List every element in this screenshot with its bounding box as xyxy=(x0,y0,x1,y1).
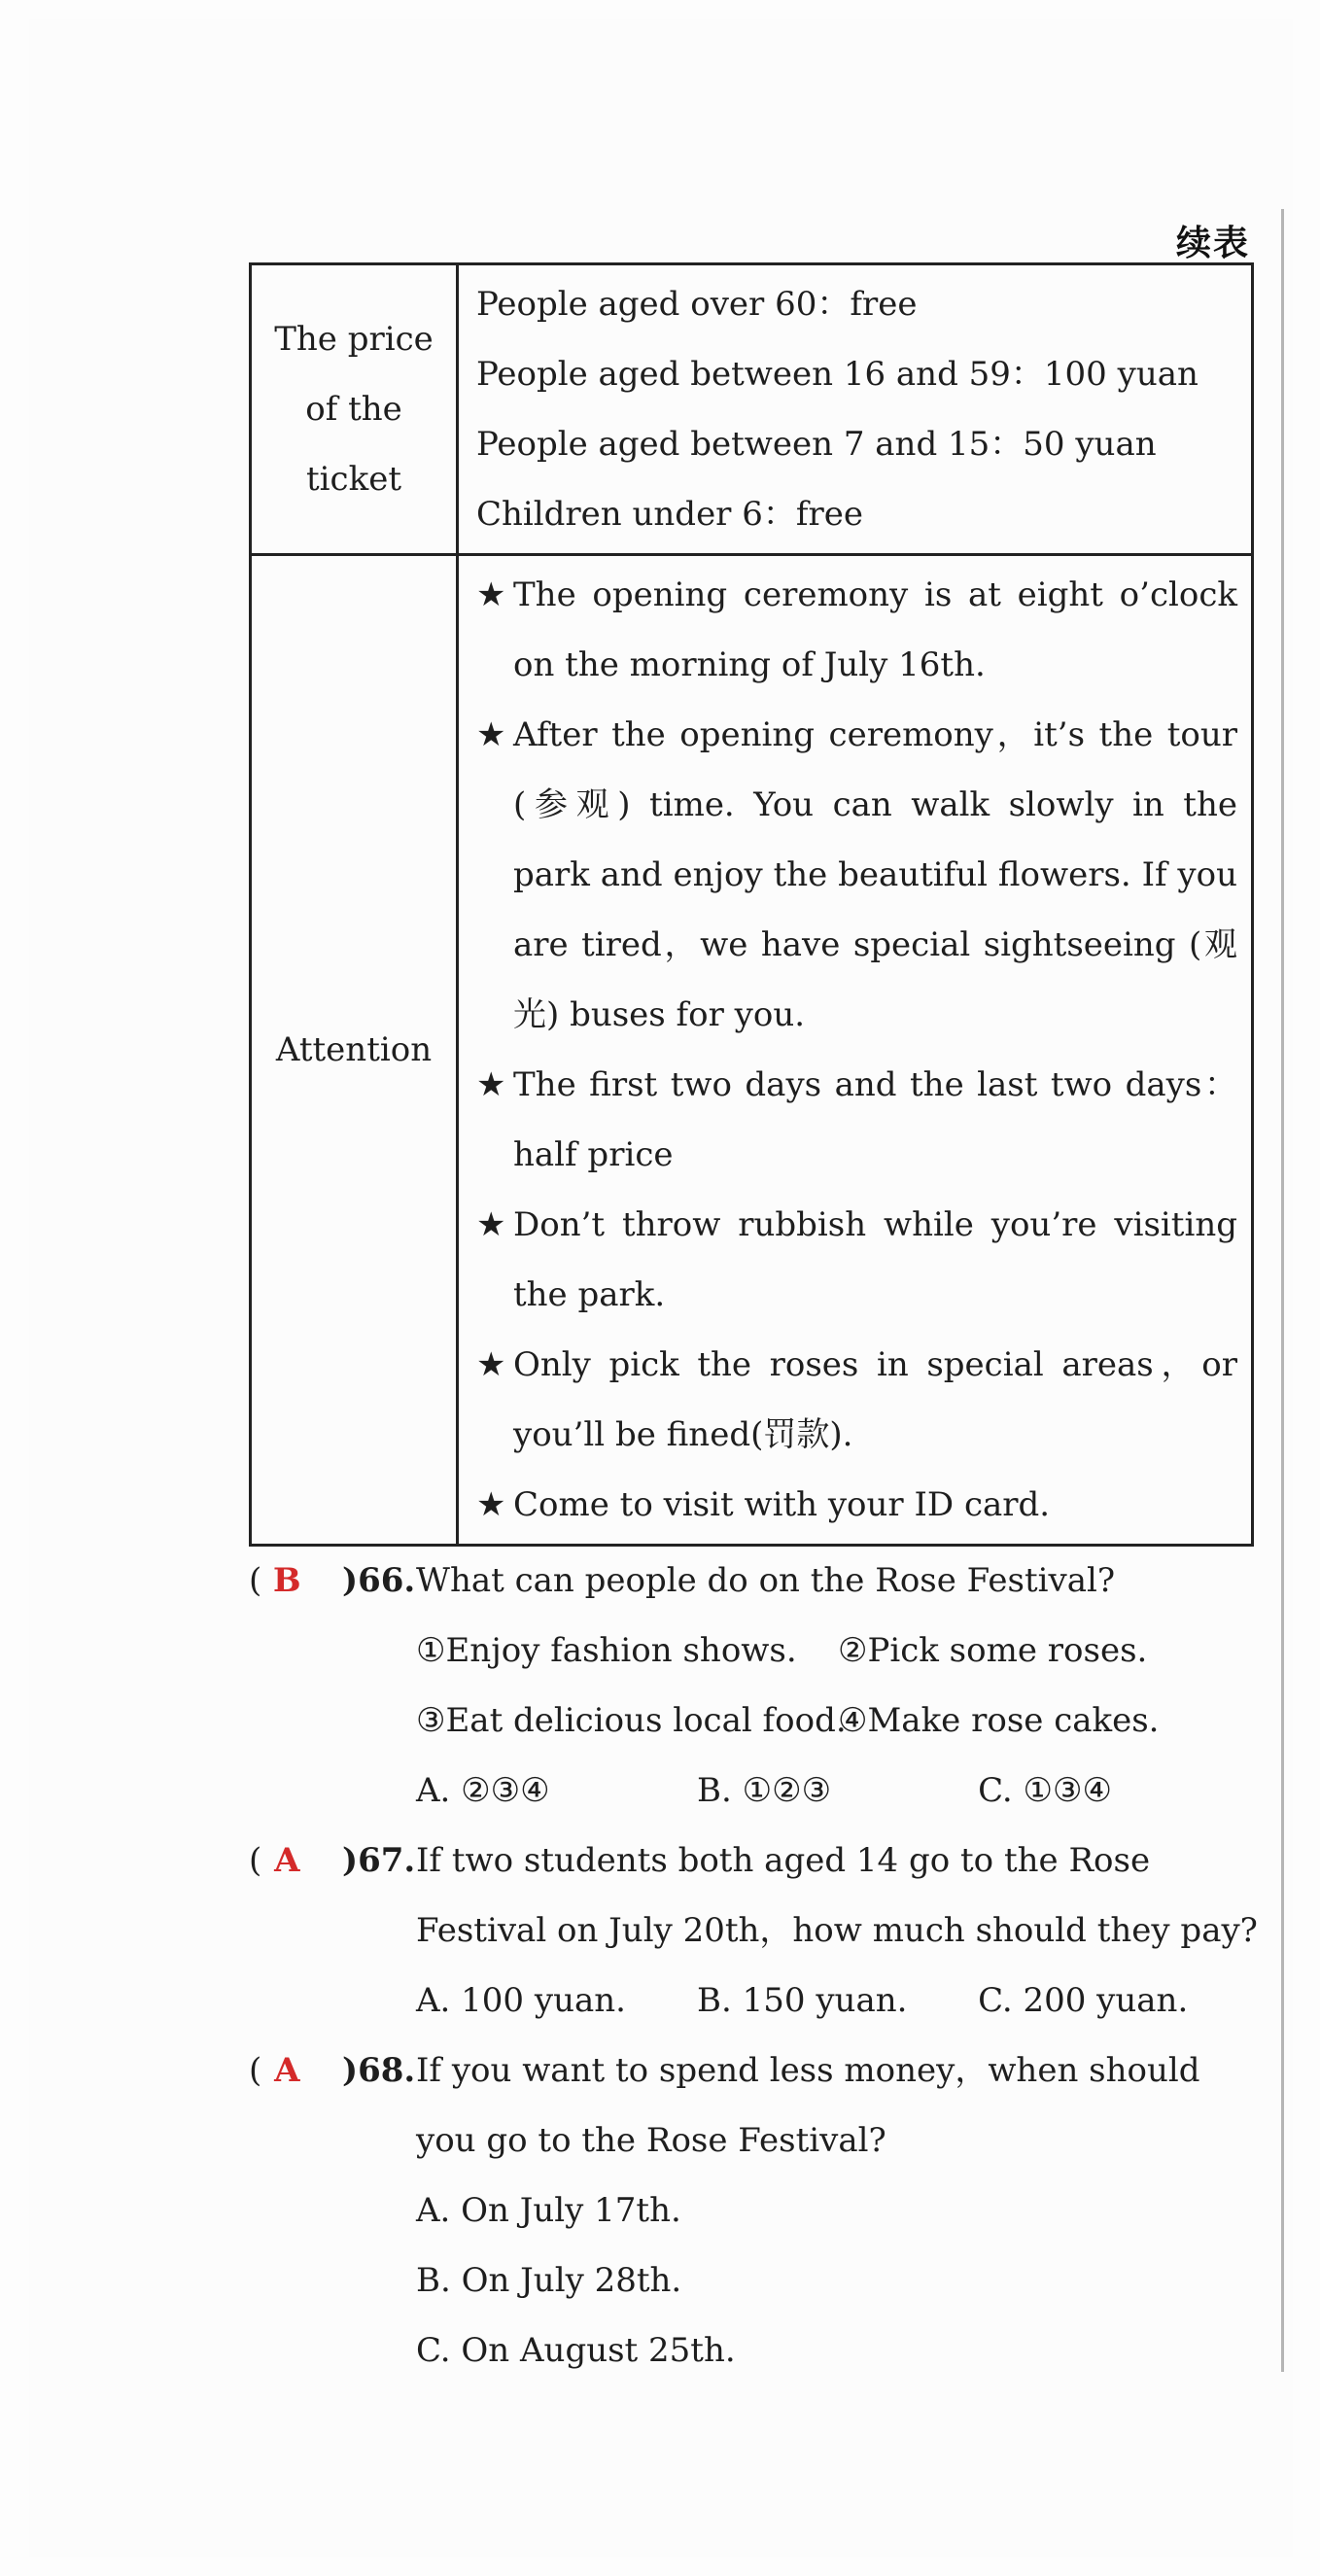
price-line: People aged between 7 and 15：50 yuan xyxy=(476,425,1157,464)
attention-item-text: After the opening ceremony，it’s the tour (参观) time. You can walk slowly in the park and enjoy the beautiful flowers. If you are tired，we have special sightseeing (观光) buses for you. xyxy=(513,715,1237,1034)
attention-item xyxy=(476,1330,1237,1470)
question-number: )68. xyxy=(342,2051,416,2090)
continued-label: 续表 xyxy=(1175,224,1250,263)
question-number: )66. xyxy=(342,1561,416,1600)
attention-item xyxy=(476,1050,1237,1190)
attention-item-text: Only pick the roses in special areas，or you’ll be fined(罚款). xyxy=(513,1345,1237,1454)
price-line: Children under 6：free xyxy=(476,495,863,534)
answer-bracket: ( A xyxy=(249,1826,356,1896)
option: A. ②③④ xyxy=(416,1771,550,1810)
attention-item-text: The first two days and the last two days：half price xyxy=(513,1065,1237,1174)
statement: ③Eat delicious local food. xyxy=(416,1701,847,1740)
price-line: People aged over 60：free xyxy=(476,285,918,324)
price-row xyxy=(251,264,1253,555)
option: C. 200 yuan. xyxy=(978,1981,1189,2020)
attention-item xyxy=(476,560,1237,700)
price-content-cell xyxy=(458,264,1253,555)
attention-item xyxy=(476,700,1237,1050)
question-68 xyxy=(249,2036,1260,2385)
price-label-line: of the xyxy=(305,390,402,429)
statement-row xyxy=(416,1686,1260,1756)
attention-item-text: The opening ceremony is at eight o’clock on the morning of July 16th. xyxy=(513,575,1237,684)
option-row xyxy=(416,1966,1260,2036)
answer-bracket: ( B xyxy=(249,1546,356,1616)
star-icon: ★ xyxy=(476,715,506,754)
question-67 xyxy=(249,1826,1260,2036)
option: A. On July 17th. xyxy=(416,2191,681,2230)
option: B. 150 yuan. xyxy=(697,1981,908,2020)
attention-item xyxy=(476,1470,1237,1540)
option: C. On August 25th. xyxy=(416,2331,736,2370)
questions-section xyxy=(249,1546,1260,2385)
star-icon: ★ xyxy=(476,1485,506,1524)
attention-item xyxy=(476,1190,1237,1330)
statement-row xyxy=(416,1616,1260,1686)
star-icon: ★ xyxy=(476,575,506,614)
option: C. ①③④ xyxy=(978,1771,1112,1810)
option-row xyxy=(416,1756,1260,1826)
statement: ②Pick some roses. xyxy=(838,1631,1148,1670)
answer-bracket: ( A xyxy=(249,2036,356,2106)
question-text: If you want to spend less money，when should you go to the Rose Festival? xyxy=(416,2051,1200,2160)
question-number: )67. xyxy=(342,1841,416,1880)
answer-letter: A xyxy=(274,2051,300,2090)
festival-info-table xyxy=(249,262,1254,1547)
question-text: What can people do on the Rose Festival? xyxy=(416,1561,1116,1600)
price-label-cell xyxy=(251,264,458,555)
star-icon: ★ xyxy=(476,1065,506,1104)
statement: ④Make rose cakes. xyxy=(838,1701,1160,1740)
star-icon: ★ xyxy=(476,1345,506,1384)
attention-label-cell: Attention xyxy=(251,555,458,1546)
option: B. On July 28th. xyxy=(416,2261,682,2300)
price-label-line: ticket xyxy=(306,460,401,499)
option: A. 100 yuan. xyxy=(416,1981,626,2020)
star-icon: ★ xyxy=(476,1205,506,1244)
price-label-line: The price xyxy=(274,320,434,359)
question-text: If two students both aged 14 go to the Rose Festival on July 20th，how much should they pay? xyxy=(416,1841,1258,1950)
answer-letter: B xyxy=(272,1561,301,1600)
option: B. ①②③ xyxy=(697,1771,832,1810)
answer-letter: A xyxy=(274,1841,300,1880)
attention-row xyxy=(251,555,1253,1546)
attention-content-cell xyxy=(458,555,1253,1546)
question-66 xyxy=(249,1546,1260,1826)
attention-item-text: Come to visit with your ID card. xyxy=(513,1485,1051,1524)
attention-item-text: Don’t throw rubbish while you’re visiting the park. xyxy=(513,1205,1237,1314)
page-edge-rule xyxy=(1281,209,1284,2372)
statement: ①Enjoy fashion shows. xyxy=(416,1631,797,1670)
price-line: People aged between 16 and 59：100 yuan xyxy=(476,355,1198,394)
